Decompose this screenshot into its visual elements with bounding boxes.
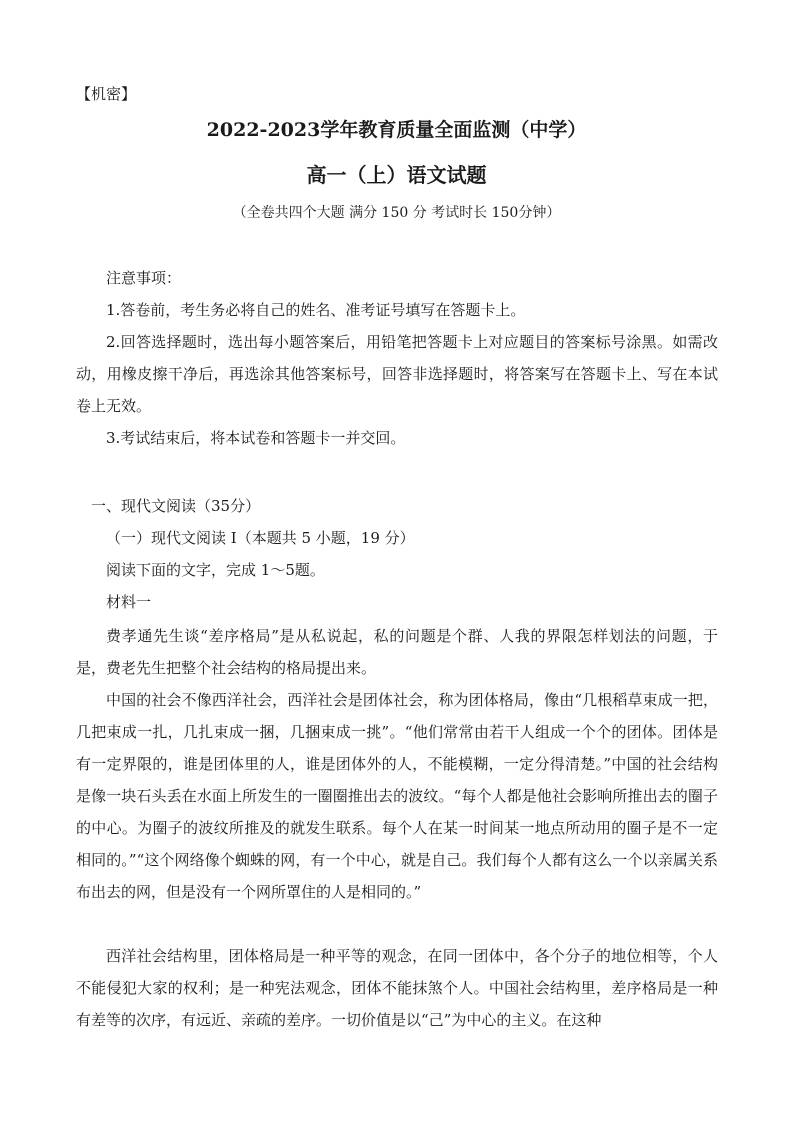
note-item-2: 2.回答选择题时，选出每小题答案后，用铅笔把答题卡上对应题目的答案标号涂黑。如需改动，用橡皮擦干净后，再选涂其他答案标号，回答非选择题时，将答案写在答题卡上、写在本试卷上无效。 [76, 333, 718, 415]
note-item-1: 1.答卷前，考生务必将自己的姓名、准考证号填写在答题卡上。 [106, 301, 526, 319]
exam-info: （全卷共四个大题 满分 150 分 考试时长 150分钟） [232, 205, 561, 221]
exam-title: 2022-2023学年教育质量全面监测（中学） [206, 119, 587, 141]
paper-title: 高一（上）语文试题 [306, 163, 487, 187]
notes-heading: 注意事项： [106, 269, 182, 287]
section-heading: 一、现代文阅读（35分） [91, 497, 261, 515]
passage-paragraph-1: 费孝通先生谈“差序格局”是从私说起，私的问题是个群、人我的界限怎样划法的问题，于是，费老先生把整个社会结构的格局提出来。 [76, 627, 718, 677]
section-subheading: （一）现代文阅读 I（本题共 5 小题，19 分） [106, 529, 415, 547]
reading-instruction: 阅读下面的文字，完成 1～5题。 [106, 561, 325, 579]
secret-label: 【机密】 [76, 85, 137, 103]
material-label: 材料一 [106, 593, 152, 611]
passage-paragraph-3: 西洋社会结构里，团体格局是一种平等的观念，在同一团体中，各个分子的地位相等，个人不能侵犯大家的权利；是一种宪法观念，团体不能抹煞个人。中国社会结构里，差序格局是一种有差等的次序，有远近、亲疏的差序。一切价值是以“己”为中心的主义。在这种 [76, 947, 718, 1029]
passage-paragraph-2: 中国的社会不像西洋社会，西洋社会是团体社会，称为团体格局，像由“几根稻草束成一把，几把束成一扎，几扎束成一捆，几捆束成一挑”。“他们常常由若干人组成一个个的团体。团体是有一定界限的，谁是团体里的人，谁是团体外的人，不能模糊，一定分得清楚。”中国的社会结构是像一块石头丢在水面上所发生的一圈圈推出去的波纹。“每个人都是他社会影响所推出去的圈子的中心。为圈子的波纹所推及的就发生联系。每个人在某一时间某一地点所动用的圈子是不一定相同的。”“这个网络像个蜘蛛的网，有一个中心，就是自己。我们每个人都有这么一个以亲属关系布出去的网，但是没有一个网所罩住的人是相同的。” [76, 691, 718, 901]
note-item-3: 3.考试结束后，将本试卷和答题卡一并交回。 [106, 429, 406, 447]
